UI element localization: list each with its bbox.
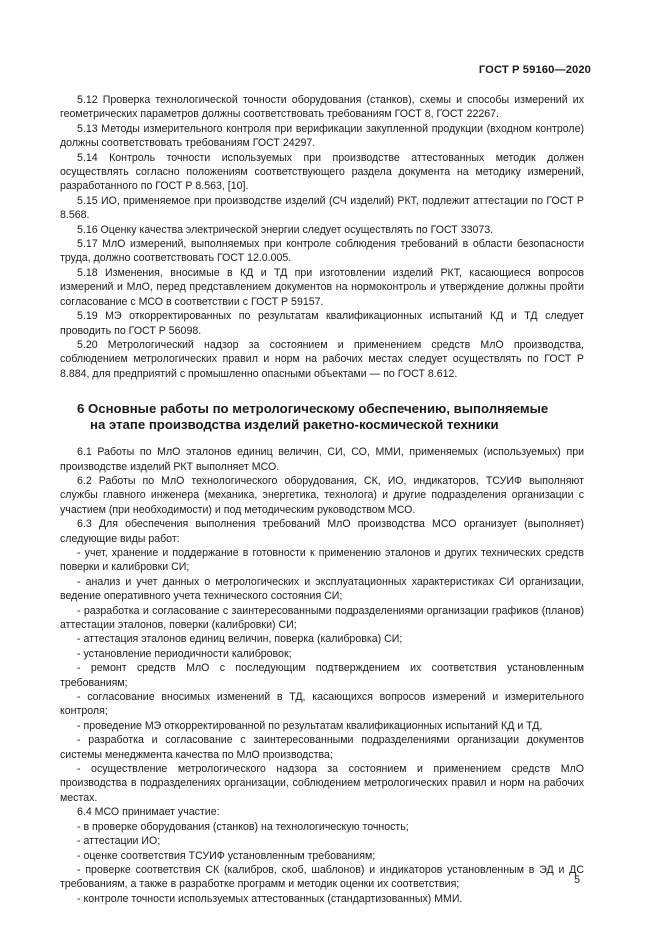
clause-5-18: 5.18 Изменения, вносимые в КД и ТД при изготовлении изделий РКТ, касающиеся вопросов измерений и МлО, перед представлением документов на нормоконтроль и утверждение должны пройти согласование с МСО в соответствии с ГОСТ Р 59157. <box>60 266 584 308</box>
participation-item: - аттестации ИО; <box>77 835 161 848</box>
clause-5-13: 5.13 Методы измерительного контроля при верификации закупленной продукции (входном контроле) должны соответствовать требованиям ГОСТ 24297. <box>60 122 584 150</box>
work-item: - разработка и согласование с заинтересованными подразделениями организации документов системы менеджмента качества по МлО производства; <box>60 734 584 761</box>
clause-5-12: 5.12 Проверка технологической точности оборудования (станков), схемы и способы измерений их геометрических параметров должны соответствовать требованиям ГОСТ 8, ГОСТ 22267. <box>60 94 584 121</box>
section-6-title-line-1: 6 Основные работы по метрологическому обеспечению, выполняемые <box>77 401 549 417</box>
work-item: - ремонт средств МлО с последующим подтверждением их соответствия установленным требованиям; <box>60 662 584 689</box>
page-number: 5 <box>574 874 580 886</box>
work-item: - аттестация эталонов единиц величин, поверка (калибровка) СИ; <box>77 633 403 646</box>
work-item: - согласование вносимых изменений в ТД, касающихся вопросов измерений и измерительного контроля; <box>60 691 584 718</box>
clause-6-4: 6.4 МСО принимает участие: <box>77 806 220 819</box>
clause-6-3: 6.3 Для обеспечения выполнения требований МлО производства МСО организует (выполняет) следующие виды работ: <box>60 518 584 545</box>
clause-5-14: 5.14 Контроль точности используемых при производстве аттестованных методик должен осуществлять согласно положениям соответствующего раздела документа на методику измерений, разработанного по ГОСТ Р 8.563, [10]. <box>60 151 584 193</box>
participation-item: - проверке соответствия СК (калибров, скоб, шаблонов) и индикаторов установленным в ЭД и ДС требованиям, а также в разработке программ и методик оценки их соответствия; <box>60 863 584 891</box>
section-6-title-line-2: на этапе производства изделий ракетно-космической техники <box>90 417 499 433</box>
page-body <box>60 93 584 906</box>
clause-5-15: 5.15 ИО, применяемое при производстве изделий (СЧ изделий) РКТ, подлежит аттестации по ГОСТ Р 8.568. <box>60 194 584 222</box>
participation-item: - контроле точности используемых аттестованных (стандартизованных) ММИ. <box>77 892 463 905</box>
work-item: - установление периодичности калибровок; <box>77 647 292 660</box>
work-item: - осуществление метрологического надзора за состоянием и применением средств МлО производства в подразделениях организации, соблюдением метрологических правил и норм на рабочих местах. <box>60 763 584 804</box>
work-item: - анализ и учет данных о метрологических и эксплуатационных характеристиках СИ организации, ведение оперативного учета технического состояния СИ; <box>60 575 584 603</box>
clause-5-19: 5.19 МЭ откорректированных по результатам квалификационных испытаний КД и ТД следует проводить по ГОСТ Р 56098. <box>60 310 584 337</box>
clause-5-20: 5.20 Метрологический надзор за состоянием и применением средств МлО производства, соблюдением метрологических правил и норм на рабочих местах следует осуществлять по ГОСТ Р 8.884, для предприятий с промышленно опасными объектами — по ГОСТ 8.612. <box>60 338 584 380</box>
work-item: - учет, хранение и поддержание в готовности к применению эталонов и других технических средств поверки и калибровки СИ; <box>60 546 584 574</box>
work-item: - разработка и согласование с заинтересованными подразделениями организации графиков (планов) аттестации эталонов, поверки (калибровки) СИ; <box>60 604 584 631</box>
participation-item: - в проверке оборудования (станков) на технологическую точность; <box>77 820 409 833</box>
section-6-heading <box>77 401 584 433</box>
clause-6-2: 6.2 Работы по МлО технологического оборудования, СК, ИО, индикаторов, ТСУИФ выполняют службы главного инженера (механика, энергетика, технолога) и другие подразделения организации с участием (при необходимости) и под методическим руководством МСО. <box>60 474 584 516</box>
work-item: - проведение МЭ откорректированной по результатам квалификационных испытаний КД и ТД, <box>77 719 543 732</box>
document-code: ГОСТ Р 59160—2020 <box>478 64 591 76</box>
clause-6-1: 6.1 Работы по МлО эталонов единиц величин, СИ, СО, ММИ, применяемых (используемых) при производстве изделий РКТ выполняет МСО. <box>60 446 584 473</box>
clause-5-16: 5.16 Оценку качества электрической энергии следует осуществлять по ГОСТ 33073. <box>77 223 494 236</box>
clause-5-17: 5.17 МлО измерений, выполняемых при контроле соблюдения требований в области безопасности труда, должно соответствовать ГОСТ 12.0.005. <box>60 238 584 265</box>
participation-item: - оценке соответствия ТСУИФ установленным требованиям; <box>77 849 376 862</box>
